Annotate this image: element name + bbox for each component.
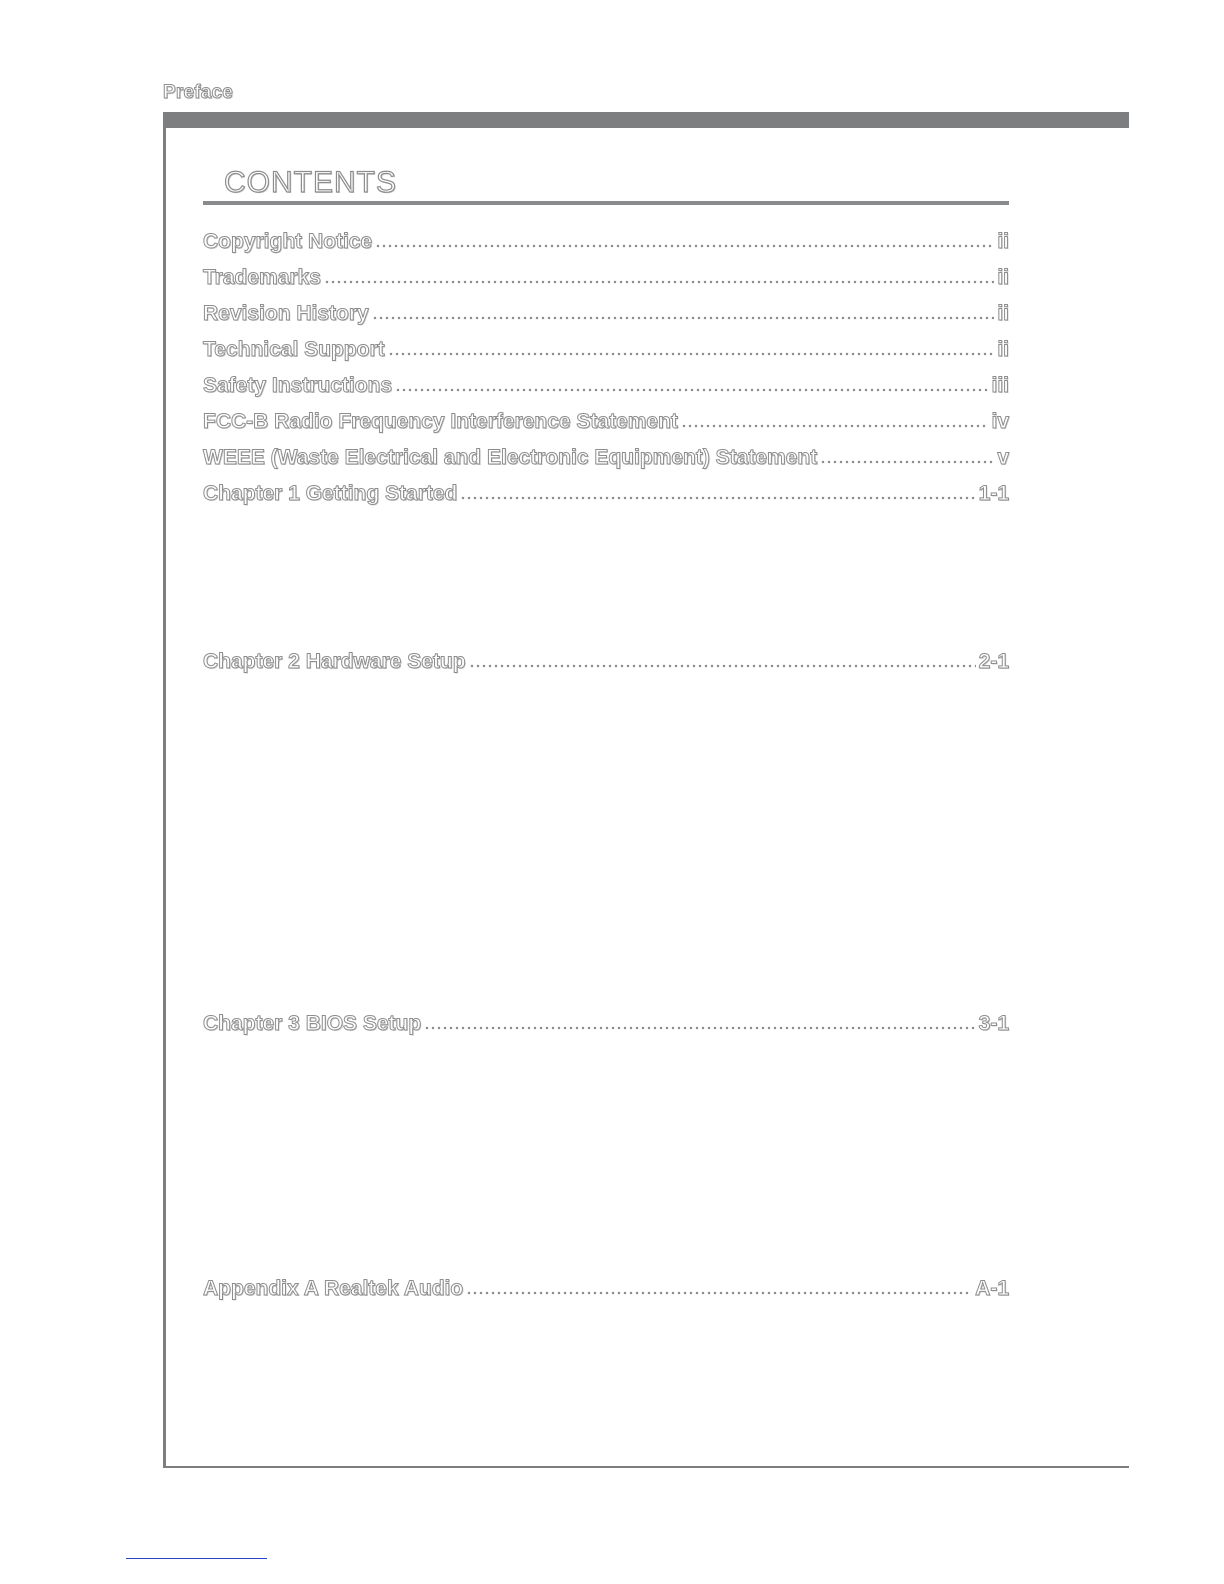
toc-dot-leader <box>469 648 976 672</box>
toc-entry-page: iii <box>991 374 1009 397</box>
footer-link-underline[interactable] <box>126 1558 267 1559</box>
toc-entry-title: Technical Support <box>203 338 385 361</box>
toc-entry-chapter-1[interactable] <box>203 476 1009 504</box>
left-border-rule <box>163 112 166 1468</box>
toc-entry-page: iv <box>991 410 1009 433</box>
toc-entry-safety-instructions[interactable] <box>203 368 1009 396</box>
toc-entry-page: ii <box>997 266 1009 289</box>
toc-dot-leader <box>681 408 989 432</box>
contents-heading: CONTENTS <box>224 166 397 199</box>
toc-entry-appendix-a[interactable] <box>203 1271 1009 1299</box>
toc-entry-page: v <box>997 446 1009 469</box>
toc-entry-trademarks[interactable] <box>203 260 1009 288</box>
toc-entry-page: A-1 <box>975 1277 1009 1300</box>
toc-entry-chapter-3[interactable] <box>203 1006 1009 1034</box>
toc-entry-weee-statement[interactable] <box>203 440 1009 468</box>
toc-entry-page: 1-1 <box>978 482 1009 505</box>
toc-dot-leader <box>424 1010 975 1034</box>
toc-dot-leader <box>466 1275 972 1299</box>
toc-entry-title: FCC-B Radio Frequency Interference Statement <box>203 410 678 433</box>
toc-entry-page: 3-1 <box>978 1012 1009 1035</box>
toc-entry-title: Trademarks <box>203 266 321 289</box>
toc-entry-technical-support[interactable] <box>203 332 1009 360</box>
toc-entry-chapter-2[interactable] <box>203 644 1009 672</box>
toc-entry-title: Appendix A Realtek Audio <box>203 1277 464 1300</box>
header-bar <box>163 112 1129 128</box>
toc-dot-leader <box>460 480 975 504</box>
toc-dot-leader <box>324 264 994 288</box>
toc-entry-page: ii <box>997 230 1009 253</box>
toc-entry-page: 2-1 <box>978 650 1009 673</box>
bottom-border-rule <box>163 1466 1129 1468</box>
toc-entry-title: Chapter 2 Hardware Setup <box>203 650 466 673</box>
toc-entry-title: Revision History <box>203 302 369 325</box>
toc-entry-page: ii <box>997 302 1009 325</box>
toc-dot-leader <box>375 228 994 252</box>
toc-entry-title: Safety Instructions <box>203 374 393 397</box>
toc-entry-page: ii <box>997 338 1009 361</box>
heading-underline <box>203 201 1009 205</box>
section-label: Preface <box>163 82 234 103</box>
toc-entry-title: Chapter 1 Getting Started <box>203 482 458 505</box>
toc-dot-leader <box>372 300 995 324</box>
toc-dot-leader <box>388 336 995 360</box>
toc-dot-leader <box>820 444 994 468</box>
toc-entry-revision-history[interactable] <box>203 296 1009 324</box>
toc-entry-title: Chapter 3 BIOS Setup <box>203 1012 422 1035</box>
toc-entry-fcc-b-statement[interactable] <box>203 404 1009 432</box>
toc-entry-title: WEEE (Waste Electrical and Electronic Equipment) Statement <box>203 446 818 469</box>
toc-entry-title: Copyright Notice <box>203 230 373 253</box>
toc-dot-leader <box>395 372 988 396</box>
toc-entry-copyright-notice[interactable] <box>203 224 1009 252</box>
